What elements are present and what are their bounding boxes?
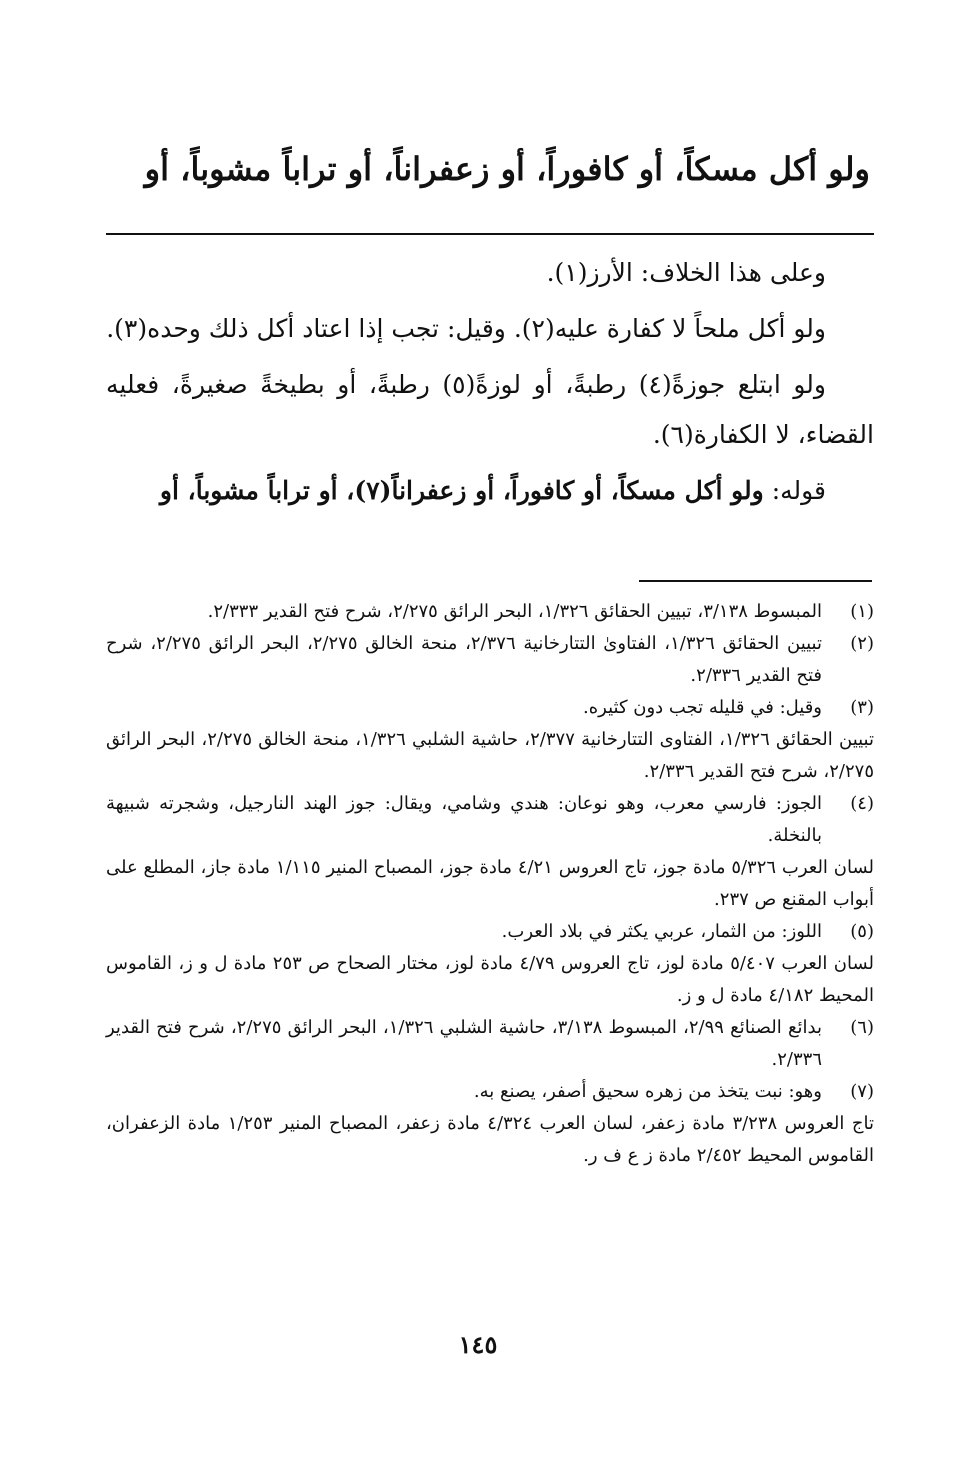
- footnote-text: المبسوط ٣/١٣٨، تبيين الحقائق ١/٣٢٦، البحر الرائق ٢/٢٧٥، شرح فتح القدير ٢/٣٣٣.: [207, 601, 822, 622]
- footnote-4-sources: لسان العرب ٥/٣٢٦ مادة جوز، تاج العروس ٤/٢١ مادة جوز، المصباح المنير ١/١١٥ مادة جاز، المطلع على أبواب المقنع ص ٢٣٧.: [106, 857, 874, 910]
- footnote-text: تبيين الحقائق ١/٣٢٦، الفتاوىٰ التتارخانية ٢/٣٧٦، منحة الخالق ٢/٢٧٥، البحر الرائق ٢/٢٧٥، شرح فتح القدير ٢/٣٣٦.: [106, 633, 823, 686]
- footnote-number: (٤): [850, 793, 874, 814]
- running-heading: ولو أكل مسكاً، أو كافوراً، أو زعفراناً، أو تراباً مشوباً، أو: [144, 150, 870, 188]
- paragraph-4-lead: قوله:: [771, 476, 826, 505]
- header-rule: [106, 233, 874, 235]
- footnote-3: [106, 692, 874, 724]
- footnote-text: اللوز: من الثمار، عربي يكثر في بلاد العرب.: [501, 921, 822, 942]
- main-text: [106, 248, 874, 522]
- footnote-text: بدائع الصنائع ٢/٩٩، المبسوط ٣/١٣٨، حاشية الشلبي ١/٣٢٦، البحر الرائق ٢/٢٧٥، شرح فتح القدير ٢/٣٣٦.: [106, 1017, 822, 1070]
- footnote-number: (٦): [850, 1017, 874, 1038]
- footnote-4: [106, 788, 874, 852]
- footnote-text: وقيل: في قليله تجب دون كثيره.: [583, 697, 822, 718]
- paragraph-3: ولو ابتلع جوزةً(٤) رطبةً، أو لوزةً(٥) رطبةً، أو بطيخةً صغيرةً، فعليه القضاء، لا الكفارة(٦).: [106, 370, 874, 449]
- paragraph-4-bold: ولو أكل مسكاً، أو كافوراً، أو زعفراناً(٧)، أو تراباً مشوباً، أو: [159, 476, 764, 505]
- footnote-6: [106, 1012, 874, 1076]
- footnote-1: [106, 596, 874, 628]
- footnote-number: (٧): [850, 1081, 874, 1102]
- footnote-7: [106, 1076, 874, 1108]
- footnote-number: (٣): [850, 697, 874, 718]
- footnote-number: (٥): [850, 921, 874, 942]
- footnote-number: (١): [850, 601, 874, 622]
- footnote-separator: [639, 580, 872, 582]
- footnote-text: وهو: نبت يتخذ من زهره سحيق أصفر، يصنع به.: [473, 1081, 822, 1102]
- footnote-text: الجوز: فارسي معرب، وهو نوعان: هندي وشامي، ويقال: جوز الهند النارجيل، وشجرته شبيهة بالنخلة.: [106, 793, 822, 846]
- paragraph-1: وعلى هذا الخلاف: الأرز(١).: [546, 258, 826, 287]
- paragraph-4: [106, 466, 874, 516]
- page-number: ١٤٥: [458, 1330, 498, 1359]
- paragraph-2: ولو أكل ملحاً لا كفارة عليه(٢). وقيل: تجب إذا اعتاد أكل ذلك وحده(٣).: [106, 314, 826, 343]
- footnote-7-sources: تاج العروس ٣/٢٣٨ مادة زعفر، لسان العرب ٤/٣٢٤ مادة زعفر، المصباح المنير ١/٢٥٣ مادة الزعفران، القاموس المحيط ٢/٤٥٢ مادة ز ع ف ر.: [106, 1113, 874, 1166]
- footnotes: [106, 596, 874, 1172]
- footnote-3-sources: تبيين الحقائق ١/٣٢٦، الفتاوى التتارخانية ٢/٣٧٧، حاشية الشلبي ١/٣٢٦، منحة الخالق ٢/٢٧٥، البحر الرائق ٢/٢٧٥، شرح فتح القدير ٢/٣٣٦.: [106, 729, 875, 782]
- footnote-2: [106, 628, 874, 692]
- footnote-number: (٢): [850, 633, 874, 654]
- footnote-5: [106, 916, 874, 948]
- footnote-5-sources: لسان العرب ٥/٤٠٧ مادة لوز، تاج العروس ٤/٧٩ مادة لوز، مختار الصحاح ص ٢٥٣ مادة ل و ز، القاموس المحيط ٤/١٨٢ مادة ل و ز.: [106, 953, 875, 1006]
